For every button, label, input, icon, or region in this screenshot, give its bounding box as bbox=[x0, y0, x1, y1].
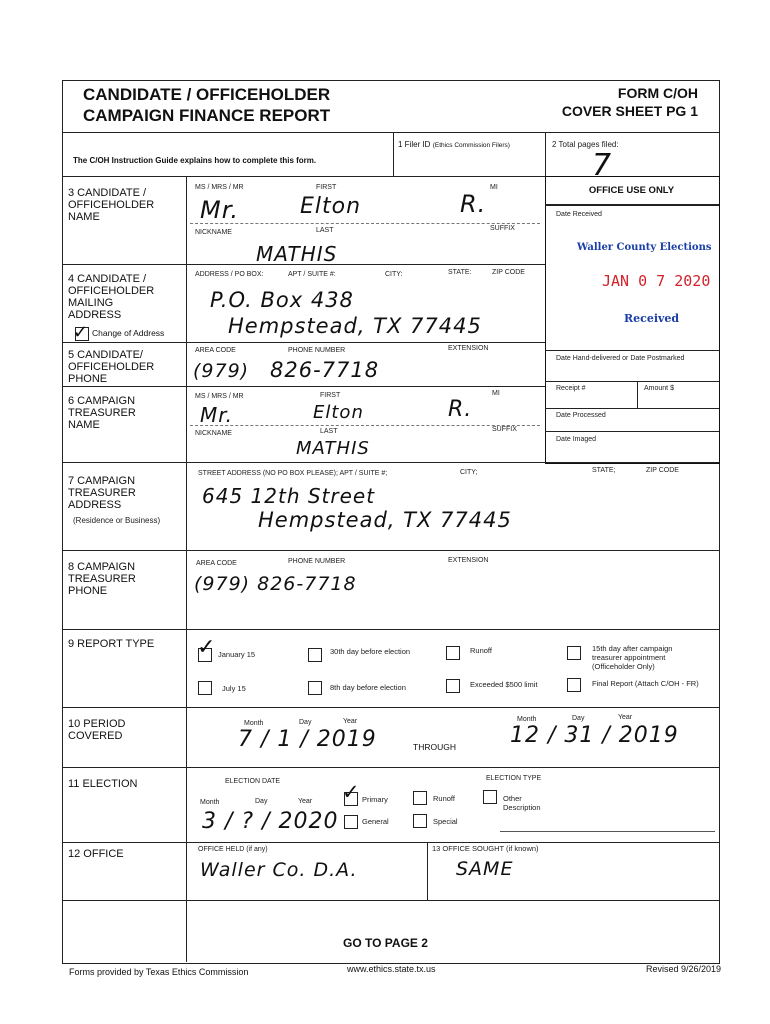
treasurer-phone[interactable]: (979) 826-7718 bbox=[194, 573, 357, 595]
office-sought-value[interactable]: SAME bbox=[456, 858, 514, 880]
divider bbox=[62, 550, 719, 551]
special-checkbox[interactable] bbox=[413, 814, 427, 828]
period-to[interactable]: 12 / 31 / 2019 bbox=[510, 723, 679, 748]
form-number bbox=[562, 84, 698, 120]
divider bbox=[545, 132, 546, 176]
suffix-label: SUFFIX bbox=[490, 225, 515, 232]
section-12-label: 12 OFFICE bbox=[68, 848, 124, 860]
check-mark-icon: ✓ bbox=[73, 322, 89, 342]
street-address-label: STREET ADDRESS (NO PO BOX PLEASE); APT / SUITE #; bbox=[198, 470, 388, 477]
footer-website[interactable]: www.ethics.state.tx.us bbox=[347, 964, 436, 974]
runoff-election-label: Runoff bbox=[433, 794, 455, 803]
treasurer-address-line2[interactable]: Hempstead, TX 77445 bbox=[258, 508, 512, 532]
title-line1: CANDIDATE / OFFICEHOLDER bbox=[83, 85, 331, 104]
divider bbox=[545, 408, 719, 409]
day8-label: 8th day before election bbox=[330, 683, 406, 692]
state-label: STATE: bbox=[448, 269, 472, 276]
candidate-salutation[interactable]: Mr. bbox=[200, 196, 239, 224]
treasurer-first-name[interactable]: Elton bbox=[313, 402, 364, 423]
day30-label: 30th day before election bbox=[330, 647, 411, 656]
general-label: General bbox=[362, 817, 389, 826]
nickname-label: NICKNAME bbox=[195, 229, 232, 236]
zip-label: ZIP CODE bbox=[492, 269, 525, 276]
mailing-address-line1[interactable]: P.O. Box 438 bbox=[210, 288, 354, 312]
divider bbox=[190, 425, 540, 426]
stamp-received: Received bbox=[624, 312, 680, 325]
section-7-label: 7 CAMPAIGN TREASURER ADDRESS bbox=[68, 475, 136, 511]
divider bbox=[427, 842, 428, 900]
title-line2: CAMPAIGN FINANCE REPORT bbox=[83, 106, 331, 125]
other-description-line bbox=[500, 831, 715, 832]
day8-checkbox[interactable] bbox=[308, 681, 322, 695]
runoff-label: Runoff bbox=[470, 646, 492, 655]
election-year-label: Year bbox=[298, 798, 313, 805]
exceeded-label: Exceeded $500 limit bbox=[470, 680, 538, 689]
divider bbox=[62, 900, 719, 901]
candidate-first-name[interactable]: Elton bbox=[300, 194, 362, 219]
city-label: CITY: bbox=[385, 271, 403, 278]
divider bbox=[62, 767, 719, 768]
divider bbox=[190, 223, 540, 224]
office-held-label: OFFICE HELD (if any) bbox=[198, 846, 268, 853]
form-number-line1: FORM C/OH bbox=[617, 85, 698, 101]
change-of-address-label: Change of Address bbox=[92, 328, 165, 338]
footer-revised: Revised 9/26/2019 bbox=[646, 964, 722, 974]
last-name-label: LAST bbox=[316, 227, 334, 234]
january15-label: January 15 bbox=[218, 650, 256, 659]
date-imaged-label: Date Imaged bbox=[556, 436, 597, 443]
office-use-title: OFFICE USE ONLY bbox=[588, 185, 675, 196]
receipt-label: Receipt # bbox=[556, 385, 586, 392]
date-processed-label: Date Processed bbox=[556, 412, 606, 419]
suffix-label: SUFFIX bbox=[492, 426, 517, 433]
filer-id-note: (Ethics Commission Filers) bbox=[432, 142, 510, 149]
final-report-checkbox[interactable] bbox=[567, 678, 581, 692]
area-code-label: AREA CODE bbox=[195, 347, 236, 354]
treasurer-mi[interactable]: R. bbox=[448, 397, 473, 422]
treasurer-salutation[interactable]: Mr. bbox=[200, 403, 233, 427]
candidate-mi[interactable]: R. bbox=[460, 190, 487, 218]
section-5-label: 5 CANDIDATE/ OFFICEHOLDER PHONE bbox=[68, 349, 155, 385]
divider bbox=[186, 176, 187, 962]
amount-label: Amount $ bbox=[644, 385, 674, 392]
election-date-label: ELECTION DATE bbox=[225, 778, 281, 785]
extension-label: EXTENSION bbox=[448, 557, 489, 564]
candidate-area-code[interactable]: (979) bbox=[193, 360, 250, 382]
phone-number-label: PHONE NUMBER bbox=[288, 558, 346, 565]
divider bbox=[62, 707, 719, 708]
check-mark-icon: ✓ bbox=[197, 634, 216, 659]
instruction-text: The C/OH Instruction Guide explains how to complete this form. bbox=[73, 156, 317, 165]
filer-id-text: 1 Filer ID bbox=[398, 140, 431, 149]
divider bbox=[393, 132, 394, 176]
other-election-checkbox[interactable] bbox=[483, 790, 497, 804]
divider bbox=[62, 132, 719, 133]
stamp-county: Waller County Elections bbox=[577, 242, 712, 253]
check-mark-icon: ✓ bbox=[342, 781, 360, 804]
go-to-page-2: GO TO PAGE 2 bbox=[343, 936, 428, 950]
section-10-label: 10 PERIOD COVERED bbox=[68, 718, 126, 742]
election-day-label: Day bbox=[255, 798, 268, 805]
from-year-label: Year bbox=[343, 718, 358, 725]
to-year-label: Year bbox=[618, 714, 633, 721]
from-month-label: Month bbox=[244, 720, 264, 727]
divider bbox=[62, 842, 719, 843]
treasurer-last-name[interactable]: MATHIS bbox=[296, 438, 370, 459]
special-label: Special bbox=[433, 817, 458, 826]
section-4-label: 4 CANDIDATE / OFFICEHOLDER MAILING ADDRESS bbox=[68, 273, 155, 321]
other-election-label: Other Description bbox=[503, 794, 541, 812]
salutation-label: MS / MRS / MR bbox=[195, 393, 244, 400]
date-received-label: Date Received bbox=[556, 211, 602, 218]
divider bbox=[62, 462, 719, 463]
section-3-label: 3 CANDIDATE / OFFICEHOLDER NAME bbox=[68, 187, 155, 223]
total-pages-label: 2 Total pages filed: bbox=[552, 140, 619, 149]
runoff-checkbox[interactable] bbox=[446, 646, 460, 660]
apt-label: APT / SUITE #: bbox=[288, 271, 336, 278]
july15-label: July 15 bbox=[222, 684, 246, 693]
first-name-label: FIRST bbox=[320, 392, 341, 399]
section-9-label: 9 REPORT TYPE bbox=[68, 638, 155, 650]
area-code-label: AREA CODE bbox=[196, 560, 237, 567]
residence-note: (Residence or Business) bbox=[73, 516, 161, 525]
candidate-phone[interactable]: 826-7718 bbox=[270, 358, 380, 382]
section-6-label: 6 CAMPAIGN TREASURER NAME bbox=[68, 395, 136, 431]
first-name-label: FIRST bbox=[316, 184, 337, 191]
day30-checkbox[interactable] bbox=[308, 648, 322, 662]
filer-id-label bbox=[398, 140, 510, 149]
exceeded-checkbox[interactable] bbox=[446, 679, 460, 693]
stamp-date: JAN 0 7 2020 bbox=[602, 272, 711, 290]
form-title bbox=[83, 84, 330, 126]
primary-label: Primary bbox=[362, 795, 388, 804]
phone-number-label: PHONE NUMBER bbox=[288, 347, 346, 354]
runoff-election-checkbox[interactable] bbox=[413, 791, 427, 805]
july15-checkbox[interactable] bbox=[198, 681, 212, 695]
mailing-address-line2[interactable]: Hempstead, TX 77445 bbox=[228, 314, 482, 338]
divider bbox=[62, 342, 545, 343]
period-from[interactable]: 7 / 1 / 2019 bbox=[238, 727, 377, 752]
divider bbox=[545, 381, 719, 382]
final-report-label: Final Report (Attach C/OH - FR) bbox=[592, 679, 699, 688]
to-day-label: Day bbox=[572, 715, 585, 722]
nickname-label: NICKNAME bbox=[195, 430, 232, 437]
section-8-label: 8 CAMPAIGN TREASURER PHONE bbox=[68, 561, 136, 597]
day15-label: 15th day after campaign treasurer appointment (Officeholder Only) bbox=[592, 644, 673, 671]
divider bbox=[637, 381, 638, 408]
section-11-label: 11 ELECTION bbox=[68, 778, 138, 790]
salutation-label: MS / MRS / MR bbox=[195, 184, 244, 191]
to-month-label: Month bbox=[517, 716, 537, 723]
election-month-label: Month bbox=[200, 799, 220, 806]
mi-label: MI bbox=[490, 184, 498, 191]
total-pages-value[interactable]: 7 bbox=[592, 148, 613, 183]
divider bbox=[62, 386, 545, 387]
footer-provider: Forms provided by Texas Ethics Commission bbox=[69, 967, 249, 977]
state-label: STATE; bbox=[592, 467, 616, 474]
address-label: ADDRESS / PO BOX: bbox=[195, 271, 264, 278]
city-label: CITY; bbox=[460, 469, 478, 476]
last-name-label: LAST bbox=[320, 428, 338, 435]
treasurer-address-line1[interactable]: 645 12th Street bbox=[202, 484, 376, 508]
divider bbox=[545, 350, 719, 351]
zip-label: ZIP CODE bbox=[646, 467, 679, 474]
through-label: THROUGH bbox=[413, 742, 456, 752]
election-type-label: ELECTION TYPE bbox=[486, 775, 542, 782]
office-held-value[interactable]: Waller Co. D.A. bbox=[200, 859, 358, 881]
extension-label: EXTENSION bbox=[448, 345, 489, 352]
divider bbox=[62, 264, 545, 265]
day15-checkbox[interactable] bbox=[567, 646, 581, 660]
office-sought-label: 13 OFFICE SOUGHT (if known) bbox=[432, 844, 539, 853]
candidate-last-name[interactable]: MATHIS bbox=[256, 242, 338, 266]
divider bbox=[545, 431, 719, 432]
general-checkbox[interactable] bbox=[344, 815, 358, 829]
from-day-label: Day bbox=[299, 719, 312, 726]
divider bbox=[545, 204, 719, 206]
hand-delivered-label: Date Hand-delivered or Date Postmarked bbox=[556, 355, 685, 362]
mi-label: MI bbox=[492, 390, 500, 397]
form-number-line2: COVER SHEET PG 1 bbox=[561, 103, 698, 119]
divider bbox=[62, 629, 719, 630]
election-date-value[interactable]: 3 / ? / 2020 bbox=[202, 809, 339, 834]
